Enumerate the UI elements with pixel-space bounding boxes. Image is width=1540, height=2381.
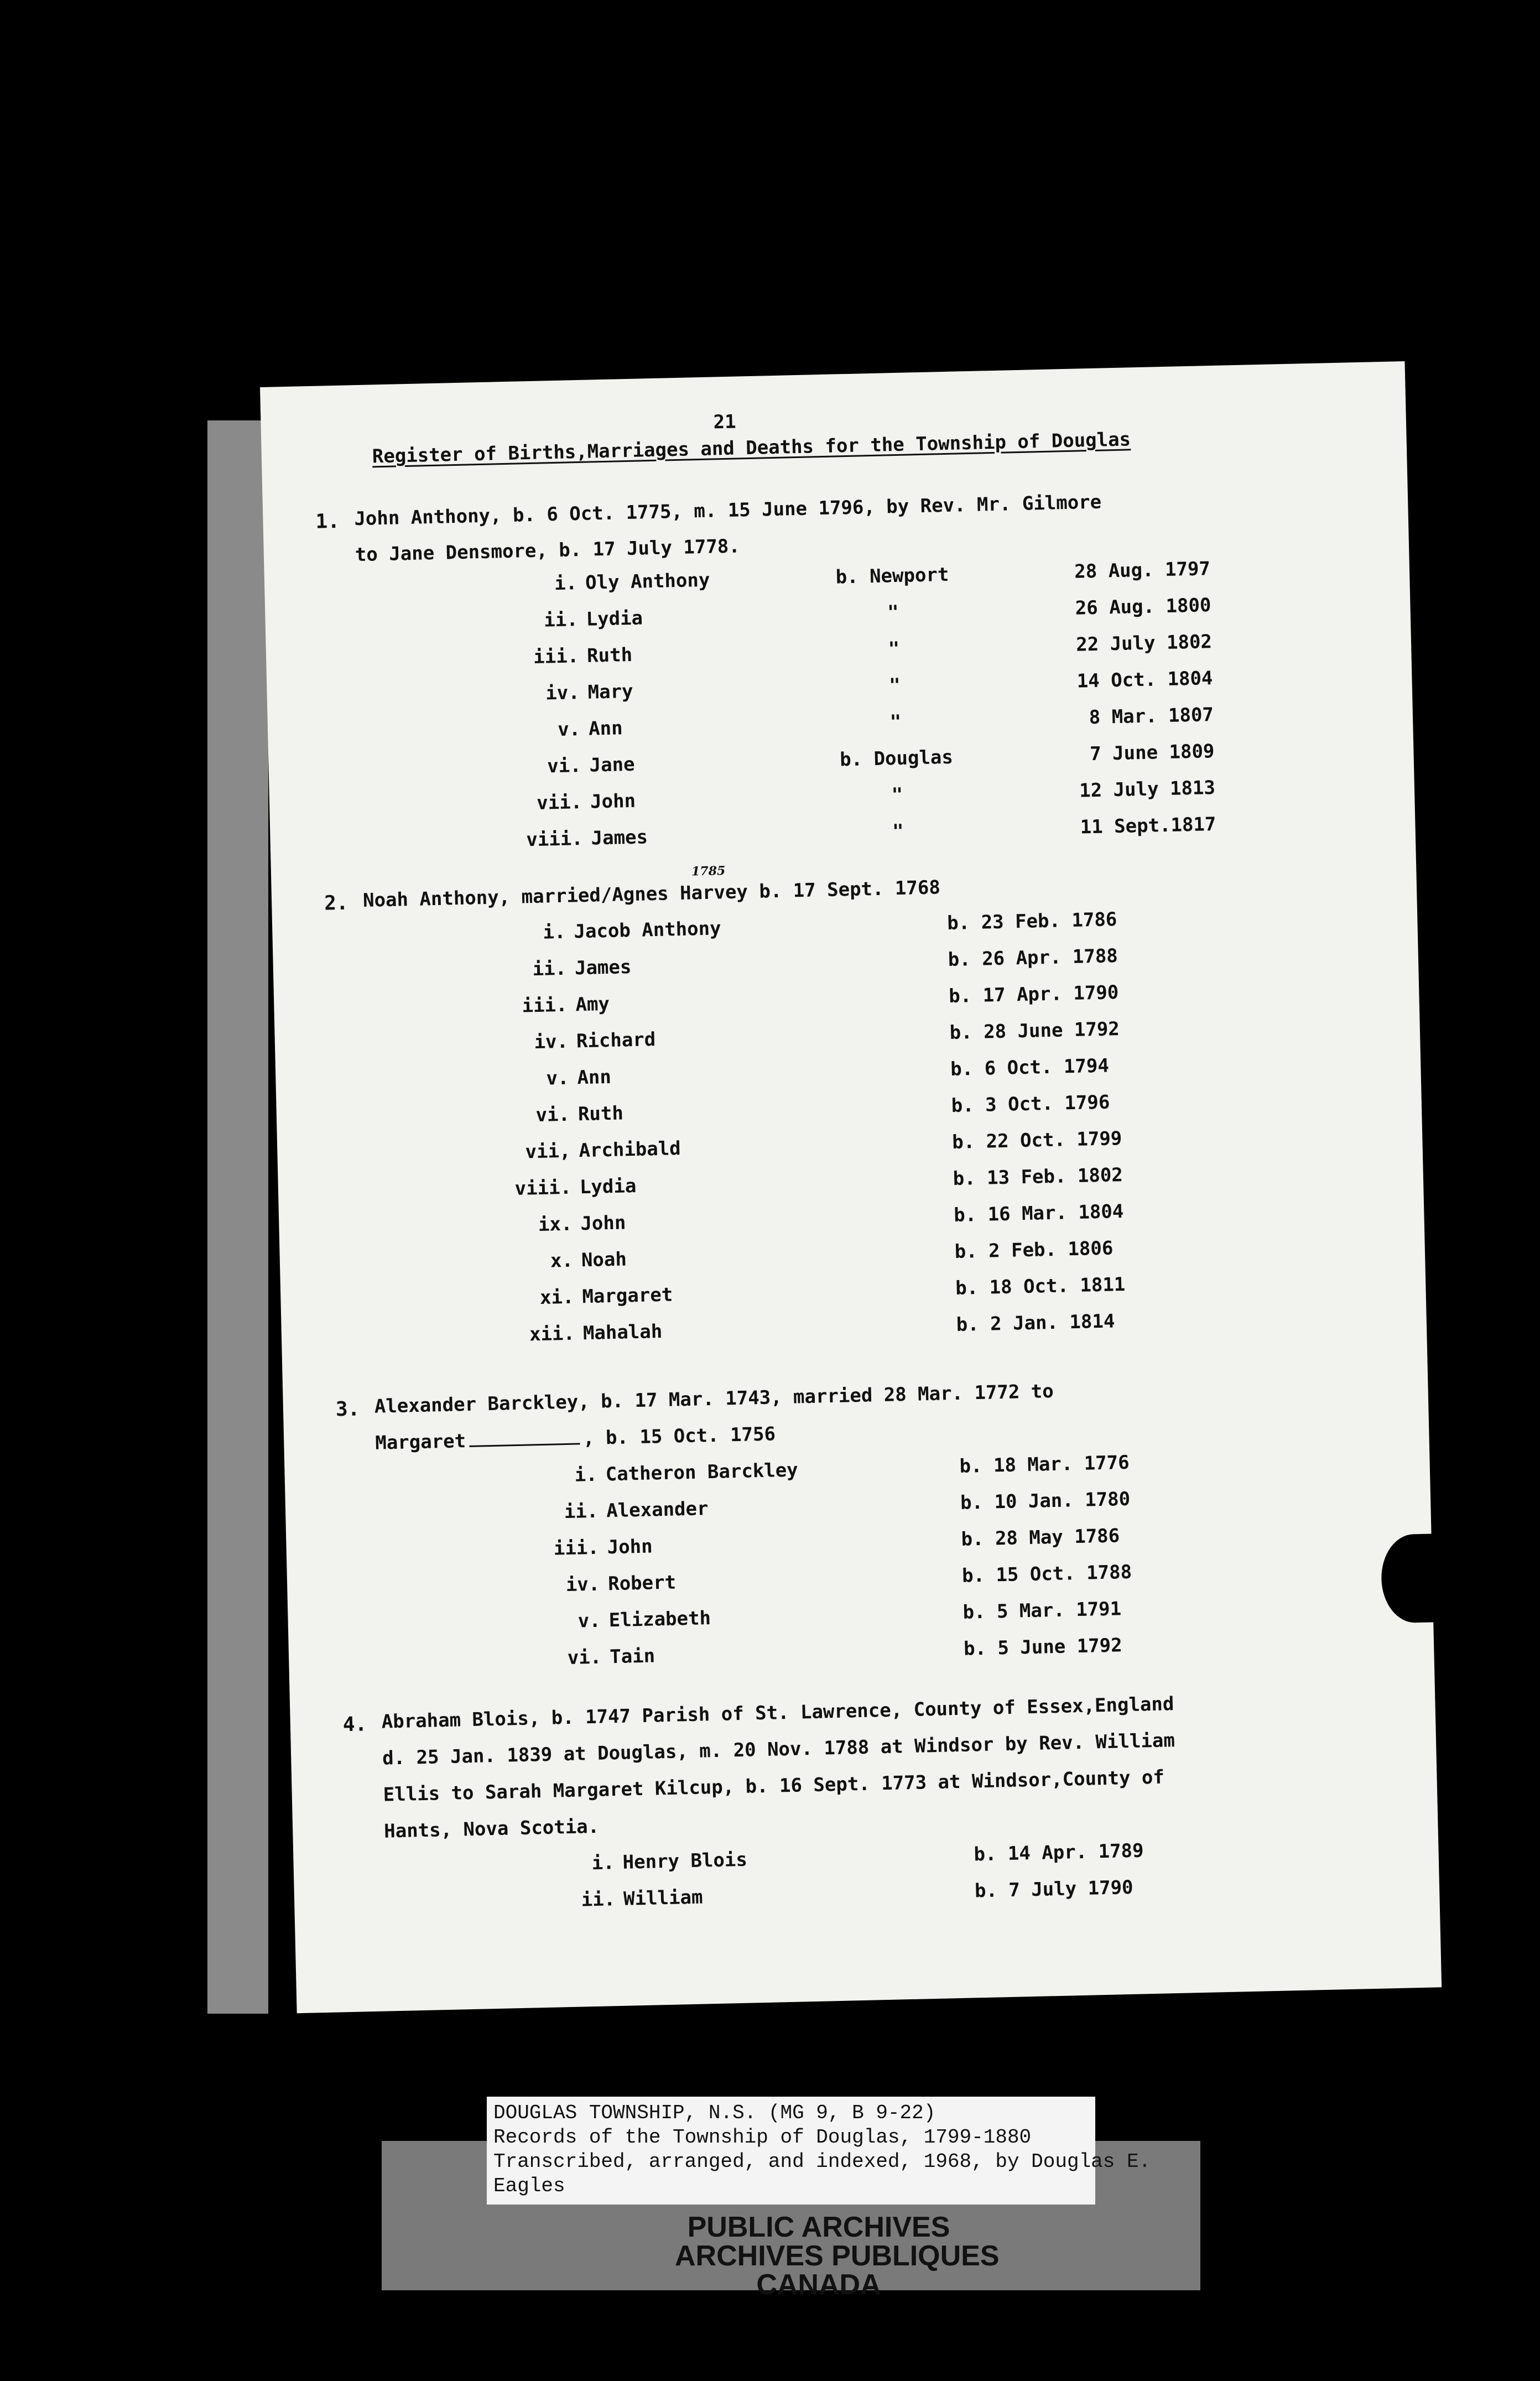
stamp-line: ARCHIVES PUBLIQUES [675, 2240, 1000, 2272]
child-birthplace: " [892, 820, 904, 843]
child-date: 26 Aug. 1800 [1075, 594, 1211, 620]
child-numeral: vii, [525, 1140, 571, 1163]
child-numeral: v. [557, 718, 581, 741]
child-date: b. 17 Apr. 1790 [948, 981, 1119, 1008]
child-date: b. 3 Oct. 1796 [951, 1091, 1110, 1117]
child-numeral: iii. [522, 994, 568, 1017]
child-numeral: v. [546, 1067, 569, 1090]
child-numeral: iii. [553, 1536, 600, 1560]
child-name: Amy [575, 992, 610, 1016]
child-numeral: iv. [565, 1573, 600, 1597]
child-birthplace: b. Newport [835, 563, 949, 589]
entry-text-line: to Jane Densmore, b. 17 July 1778. [355, 535, 741, 566]
entry-text-line: Ellis to Sarah Margaret Kilcup, b. 16 Sept. 1773 at Windsor,County of [383, 1766, 1165, 1806]
film-edge-strip [207, 420, 268, 2014]
child-name: Margaret [581, 1283, 673, 1308]
child-birthplace: " [888, 637, 900, 661]
child-date: b. 2 Feb. 1806 [954, 1237, 1114, 1263]
child-name: Ann [588, 717, 623, 740]
microfilm-caption [487, 2097, 1151, 2205]
child-date: 28 Aug. 1797 [1074, 558, 1211, 583]
child-numeral: ii. [543, 609, 579, 632]
child-date: b. 28 June 1792 [949, 1018, 1120, 1044]
child-name: Jacob Anthony [574, 917, 721, 943]
child-name: Ann [577, 1065, 612, 1089]
child-numeral: vi. [567, 1646, 602, 1669]
caption-line: Records of the Township of Douglas, 1799-1880 [493, 2126, 1032, 2149]
child-date: b. 5 June 1792 [963, 1634, 1123, 1660]
child-name: Lydia [579, 1174, 637, 1199]
child-numeral: i. [591, 1852, 615, 1875]
child-date: 11 Sept.1817 [1080, 813, 1216, 839]
child-numeral: vi. [535, 1103, 570, 1127]
child-name: Oly Anthony [585, 569, 710, 594]
child-name: Henry Blois [622, 1848, 748, 1874]
child-name: Jane [589, 753, 635, 777]
child-numeral: xi. [539, 1286, 574, 1309]
entry-number: 3. [335, 1397, 360, 1421]
child-name: Ruth [578, 1102, 624, 1126]
child-numeral: vi. [547, 755, 582, 778]
child-date: b. 18 Oct. 1811 [955, 1273, 1126, 1299]
child-name: Mary [587, 680, 633, 704]
child-date: 12 July 1813 [1079, 777, 1216, 802]
child-name: Catheron Barckley [605, 1459, 799, 1486]
child-numeral: iv. [534, 1030, 569, 1054]
stamp-line: CANADA [756, 2269, 881, 2301]
child-name: Robert [607, 1571, 677, 1595]
entry-number: 1. [315, 510, 340, 533]
child-date: b. 6 Oct. 1794 [950, 1054, 1110, 1080]
handwritten-note: 1785 [691, 864, 726, 879]
child-name: John [590, 789, 636, 813]
child-date: b. 10 Jan. 1780 [960, 1488, 1131, 1514]
entry-text-line: d. 25 Jan. 1839 at Douglas, m. 20 Nov. 1788 at Windsor by Rev. William [382, 1729, 1175, 1770]
child-numeral: xii. [529, 1322, 575, 1346]
entry-text-line: Alexander Barckley, b. 17 Mar. 1743, married 28 Mar. 1772 to [374, 1380, 1054, 1418]
child-date: b. 5 Mar. 1791 [962, 1598, 1122, 1624]
child-name: Tain [609, 1645, 655, 1668]
entry-number: 2. [324, 891, 349, 915]
child-name: Archibald [579, 1137, 681, 1162]
child-date: 8 Mar. 1807 [1089, 704, 1214, 729]
entry-text-line: Hants, Nova Scotia. [383, 1815, 600, 1843]
child-name: Mahalah [582, 1320, 663, 1345]
child-date: b. 14 Apr. 1789 [974, 1839, 1144, 1866]
child-date: b. 22 Oct. 1799 [951, 1127, 1122, 1153]
child-name: Elizabeth [608, 1607, 711, 1632]
caption-line: DOUGLAS TOWNSHIP, N.S. (MG 9, B 9-22) [493, 2102, 936, 2124]
child-numeral: ii. [581, 1888, 616, 1911]
child-numeral: i. [554, 572, 578, 595]
child-numeral: viii. [514, 1176, 572, 1200]
child-date: b. 2 Jan. 1814 [956, 1310, 1115, 1336]
child-name: James [574, 956, 632, 980]
child-name: John [607, 1535, 653, 1559]
child-birthplace: " [887, 601, 899, 624]
blank-surname-line [469, 1443, 580, 1447]
child-name: Lydia [586, 607, 643, 631]
child-birthplace: b. Douglas [839, 746, 954, 771]
child-date: b. 16 Mar. 1804 [953, 1200, 1124, 1226]
page-tab-shadow [1381, 1533, 1449, 1624]
child-date: b. 13 Feb. 1802 [953, 1163, 1123, 1190]
child-name: John [580, 1212, 626, 1235]
child-date: 7 June 1809 [1089, 740, 1215, 766]
child-birthplace: " [889, 710, 902, 734]
child-numeral: x. [550, 1249, 574, 1272]
child-date: b. 15 Oct. 1788 [961, 1561, 1132, 1587]
child-numeral: i. [543, 921, 566, 944]
page-heading: Register of Births,Marriages and Deaths for the Township of Douglas [372, 428, 1131, 468]
register-page [260, 361, 1442, 2013]
child-numeral: iii. [533, 645, 579, 668]
caption-line: Transcribed, arranged, and indexed, 1968, by Douglas E. [493, 2150, 1151, 2173]
child-numeral: iv. [545, 682, 580, 705]
child-name: William [623, 1886, 703, 1910]
child-name: Ruth [586, 643, 633, 667]
child-date: b. 23 Feb. 1786 [946, 908, 1117, 935]
child-date: b. 26 Apr. 1788 [948, 945, 1118, 971]
child-birthplace: " [888, 674, 901, 697]
child-date: b. 7 July 1790 [974, 1876, 1133, 1902]
child-numeral: ix. [538, 1213, 573, 1236]
child-numeral: ii. [532, 957, 567, 981]
entry-text-line: John Anthony, b. 6 Oct. 1775, m. 15 June 1796, by Rev. Mr. Gilmore [353, 491, 1102, 531]
child-numeral: vii. [536, 791, 582, 814]
child-date: b. 18 Mar. 1776 [959, 1451, 1130, 1478]
child-name: Alexander [606, 1498, 709, 1522]
archives-stamp [675, 2211, 1000, 2301]
child-numeral: i. [574, 1463, 598, 1486]
entry-text-line: Abraham Blois, b. 1747 Parish of St. Lawrence, County of Essex,England [381, 1693, 1174, 1733]
entry-text-line: Noah Anthony, married/Agnes Harvey b. 17 Sept. 1768 [362, 876, 941, 912]
spouse-first-name: Margaret [374, 1430, 466, 1454]
entry-text-line-2 [375, 1425, 776, 1452]
child-date: 14 Oct. 1804 [1076, 667, 1213, 693]
child-numeral: viii. [526, 827, 584, 851]
child-date: b. 28 May 1786 [961, 1525, 1120, 1551]
entry-number: 4. [342, 1713, 367, 1737]
spouse-birth: , b. 15 Oct. 1756 [582, 1423, 776, 1450]
child-numeral: ii. [564, 1500, 599, 1524]
caption-line: Eagles [493, 2175, 565, 2197]
stamp-line: PUBLIC ARCHIVES [687, 2211, 950, 2243]
child-birthplace: " [891, 783, 903, 807]
child-date: 22 July 1802 [1075, 631, 1213, 656]
page-number: 21 [713, 410, 737, 434]
child-name: Noah [581, 1248, 627, 1272]
child-name: Richard [576, 1028, 656, 1053]
child-name: James [591, 826, 648, 850]
child-numeral: v. [578, 1609, 601, 1633]
